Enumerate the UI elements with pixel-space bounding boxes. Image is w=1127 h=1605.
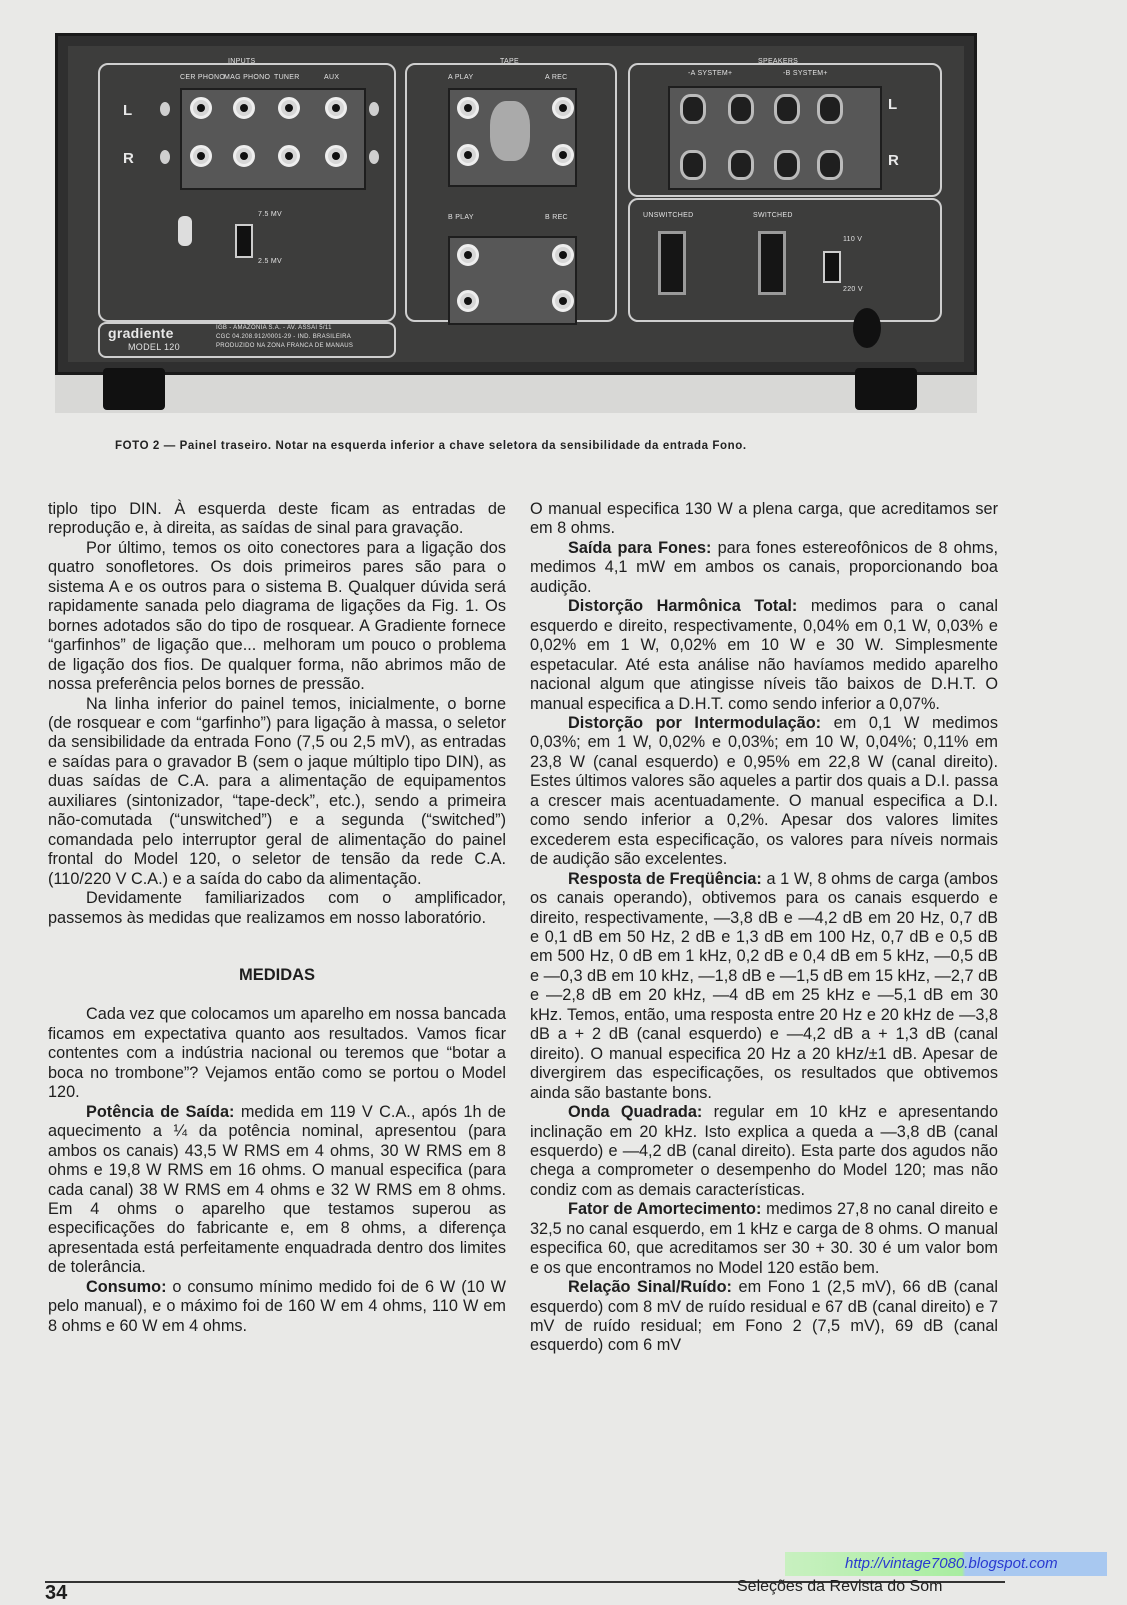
unswitched-ac-outlet	[658, 231, 686, 295]
paragraph	[48, 1278, 506, 1336]
screw	[369, 150, 379, 164]
lead-in: Consumo:	[86, 1277, 167, 1296]
lead-in: Potência de Saída:	[86, 1102, 235, 1121]
gradiente-logo: gradiente	[108, 325, 174, 341]
jack-b-rec-l	[552, 244, 574, 266]
lead-in: Relação Sinal/Ruído:	[568, 1278, 732, 1297]
lead-in: Distorção por Intermodulação:	[568, 713, 822, 732]
b-rec-label: B REC	[545, 214, 568, 221]
speaker-post	[728, 150, 754, 180]
paragraph: tiplo tipo DIN. À esquerda deste ficam as entradas de reprodução e, à direita, as saídas de sinal para gravação.	[48, 500, 506, 538]
a-play-label: A PLAY	[448, 74, 474, 81]
produced-line: PRODUZIDO NA ZONA FRANCA DE MANAUS	[216, 343, 354, 349]
paragraph: O manual especifica 130 W a plena carga, que acreditamos ser em 8 ohms.	[530, 500, 998, 538]
switched-label: SWITCHED	[753, 212, 793, 219]
jack-b-play-r	[457, 290, 479, 312]
speaker-left-label: L	[888, 96, 898, 113]
paragraph	[530, 1103, 998, 1200]
paragraph-text: para fones estereofônicos de 8 ohms, medimos 4,1 mW em ambos os canais, proporcionando boa audição.	[530, 538, 998, 596]
rear-panel-photo	[55, 33, 977, 413]
channel-left-label: L	[123, 102, 133, 119]
b-system-label: -B SYSTEM+	[783, 70, 828, 77]
lead-in: Distorção Harmônica Total:	[568, 597, 798, 616]
jack-a-rec-r	[552, 144, 574, 166]
paragraph	[530, 1278, 998, 1356]
paragraph: Por último, temos os oito conectores para a ligação dos quatro sonofletores. Os dois primeiros pares são para o sistema A e os outros para o sistema B. Qualquer dúvida será rapidamente sanada pelo diagrama de ligações da Fig. 1. Os bornes adotados são do tipo de rosquear. A Gradiente fornece “garfinhos” de ligação que... melhoram um pouco o problema de ligação dos fios. De qualquer forma, não abrimos mão de nossa preferência pelos bornes de pressão.	[48, 538, 506, 694]
jack-a-play-r	[457, 144, 479, 166]
speaker-post	[817, 150, 843, 180]
paragraph-text: regular em 10 kHz e apresentando inclinação em 20 kHz. Isto explica a queda a —3,8 dB (canal esquerdo) e —4,2 dB (canal direito). Esta parte dos agudos não chega a comprometer o desempenho do Model 120; mas não condiz com as demais características.	[530, 1103, 998, 1199]
speaker-post	[680, 150, 706, 180]
paragraph	[530, 597, 998, 714]
paragraph	[530, 714, 998, 870]
switched-ac-outlet	[758, 231, 786, 295]
jack-cer-phono-r	[190, 145, 212, 167]
tape-label: TAPE	[500, 58, 519, 65]
220v-label: 220 V	[843, 286, 863, 293]
paragraph	[530, 1200, 998, 1278]
paragraph-text: medida em 119 V C.A., após 1h de aquecimento a ¼ da potência nominal, apresentou (para ambos os canais) 43,5 W RMS em 4 ohms, 30 W RMS em 8 ohms e 19,8 W RMS em 16 ohms. O manual especifica (para cada canal) 38 W RMS em 4 ohms e 32 W RMS em 8 ohms. Em 4 ohms o aparelho que testamos superou as especificações do fabricante e, em 8 ohms, a diferença apresentada está perfeitamente enquadrada dentro dos limites de tolerância.	[48, 1102, 506, 1277]
paragraph: Devidamente familiarizados com o amplificador, passemos às medidas que realizamos em nosso laboratório.	[48, 889, 506, 927]
speaker-post	[774, 150, 800, 180]
sens-7-5-label: 7.5 MV	[258, 211, 282, 218]
paragraph-text: medimos para o canal esquerdo e direito, respectivamente, 0,04% em 0,1 W, 0,03% e 0,02% em 1 W, 0,02% em 10 W e 30 W. Simplesmente espetacular. Até esta análise não havíamos medido aparelho nacional algum que atingisse níveis tão baixos de D.H.T. O manual especifica a D.H.T. como sendo inferior a 0,07%.	[530, 597, 998, 713]
inputs-label: INPUTS	[228, 58, 256, 65]
speaker-post	[680, 94, 706, 124]
paragraph-text: o consumo mínimo medido foi de 6 W (10 W pelo manual), e o máximo foi de 160 W em 4 ohms, 110 W em 8 ohms e 60 W em 4 ohms.	[48, 1277, 506, 1335]
unswitched-label: UNSWITCHED	[643, 212, 694, 219]
section-heading: MEDIDAS	[238, 965, 316, 984]
phono-sensitivity-switch	[235, 224, 253, 258]
power-cord	[853, 308, 881, 348]
photo-caption: FOTO 2 — Painel traseiro. Notar na esquerda inferior a chave seletora da sensibilidade da entrada Fono.	[115, 440, 747, 452]
magazine-title: Seleções da Revista do Som	[737, 1578, 943, 1595]
speaker-post	[817, 94, 843, 124]
jack-tuner-r	[278, 145, 300, 167]
voltage-selector	[823, 251, 841, 283]
sens-2-5-label: 2.5 MV	[258, 258, 282, 265]
lead-in: Onda Quadrada:	[568, 1103, 703, 1122]
speakers-label: SPEAKERS	[758, 58, 799, 65]
tuner-label: TUNER	[274, 74, 300, 81]
aux-label: AUX	[324, 74, 340, 81]
speaker-post	[774, 94, 800, 124]
cgc-line: CGC 04.208.912/0001-29 - IND. BRASILEIRA	[216, 334, 352, 340]
page-number: 34	[45, 1582, 68, 1604]
right-foot	[855, 368, 917, 410]
speaker-right-label: R	[888, 152, 900, 169]
manufacturer-line: IGB - AMAZÔNIA S.A. - AV. ASSAI 5/11	[216, 325, 332, 331]
paragraph-text: medimos 27,8 no canal direito e 32,5 no canal esquerdo, em 1 kHz e carga de 8 ohms. O manual especifica 60, que acreditamos ser 30 + 30. 30 é um valor bom e os que encontramos no Model 120 estão bem.	[530, 1200, 999, 1277]
lead-in: Fator de Amortecimento:	[568, 1200, 762, 1219]
paragraph-text: a 1 W, 8 ohms de carga (ambos os canais operando), obtivemos para os canais esquerdo e direito, respectivamente, —3,8 dB e —4,2 dB em 20 Hz, 0,7 dB e 0,1 dB em 50 Hz, 2 dB e 1,3 dB em 100 Hz, 0,7 dB e 0,5 dB em 500 Hz, 0 dB em 1 kHz, 0,2 dB e 0,4 dB em 5 kHz, —0,5 dB e —0,3 dB em 10 kHz, —1,8 dB e —1,5 dB em 15 kHz, —2,7 dB e —2,8 dB em 20 kHz, —4 dB em 25 kHz e —5,1 dB em 30 kHz. Temos, então, uma resposta entre 20 Hz e 20 kHz de —3,8 dB a + 2 dB (canal esquerdo) e —4,2 dB a + 1,3 dB (canal direito). O manual especifica 20 Hz a 20 kHz/±1 dB. Apesar de divergirem das especificações, os resultados que obtivemos ainda são bastante bons.	[530, 869, 998, 1102]
screw	[369, 102, 379, 116]
jack-b-rec-r	[552, 290, 574, 312]
110v-label: 110 V	[843, 236, 863, 243]
paragraph	[530, 539, 998, 597]
speaker-post	[728, 94, 754, 124]
paragraph	[530, 870, 998, 1103]
ground-terminal	[178, 216, 192, 246]
rear-panel	[68, 46, 964, 362]
right-column	[530, 500, 998, 1356]
paragraph: Na linha inferior do painel temos, inicialmente, o borne (de rosquear e com “garfinho”) para ligação à massa, o seletor da sensibilidade da entrada Fono (7,5 ou 2,5 mV), as entradas e saídas para o gravador B (sem o jaque múltiplo tipo DIN), as duas saídas de C.A. para a alimentação de equipamentos auxiliares (sintonizador, “tape-deck”, etc.), sendo a primeira não-comutada (“unswitched”) e a segunda (“switched”) comandada pelo interruptor geral de alimentação do painel frontal do Model 120, o seletor de tensão da rede C.A. (110/220 V C.A.) e a saída do cabo da alimentação.	[48, 694, 506, 888]
amplifier-chassis	[55, 33, 977, 375]
lead-in: Resposta de Freqüência:	[568, 869, 762, 888]
jack-b-play-l	[457, 244, 479, 266]
mag-phono-label: MAG PHONO	[224, 74, 271, 81]
model-label: MODEL 120	[128, 342, 180, 352]
left-foot	[103, 368, 165, 410]
jack-aux-r	[325, 145, 347, 167]
jack-tuner-l	[278, 97, 300, 119]
paragraph: Cada vez que colocamos um aparelho em nossa bancada ficamos em expectativa quanto aos resultados. Vamos ficar contentes com a indústria nacional ou teremos que “botar a boca no trombone”? Vejamos então como se portou o Model 120.	[48, 1005, 506, 1102]
channel-right-label: R	[123, 150, 135, 167]
jack-mag-phono-r	[233, 145, 255, 167]
paragraph-text: em Fono 1 (2,5 mV), 66 dB (canal esquerdo) com 8 mV de ruído residual e 67 dB (canal direito) e 7 mV de ruído residual; em Fono 2 (7,5 mV), 69 dB (canal esquerdo) com 6 mV	[530, 1278, 998, 1355]
jack-a-rec-l	[552, 97, 574, 119]
left-column	[48, 500, 506, 1336]
paragraph	[48, 1103, 506, 1278]
lead-in: Saída para Fones:	[568, 538, 712, 557]
jack-mag-phono-l	[233, 97, 255, 119]
cer-phono-label: CER PHONO	[180, 74, 226, 81]
a-rec-label: A REC	[545, 74, 568, 81]
paragraph-text: em 0,1 W medimos 0,03%; em 1 W, 0,02% e 0,03%; em 10 W, 0,04%; 0,11% em 23,8 W (canal esquerdo) e 0,95% em 22,8 W (canal direito). Estes últimos valores são aqueles a partir dos quais a D.I. passa a crescer mais acentuadamente. O manual especifica a D.I. como sendo inferior a 0,2%. Apesar dos valores limites excederem esta especificação, os valores para níveis normais de audição são excelentes.	[530, 713, 998, 869]
watermark-link[interactable]: http://vintage7080.blogspot.com	[785, 1552, 1107, 1576]
din-socket	[490, 101, 530, 161]
jack-cer-phono-l	[190, 97, 212, 119]
a-system-label: -A SYSTEM+	[688, 70, 733, 77]
screw	[160, 102, 170, 116]
screw	[160, 150, 170, 164]
jack-a-play-l	[457, 97, 479, 119]
jack-aux-l	[325, 97, 347, 119]
b-play-label: B PLAY	[448, 214, 474, 221]
